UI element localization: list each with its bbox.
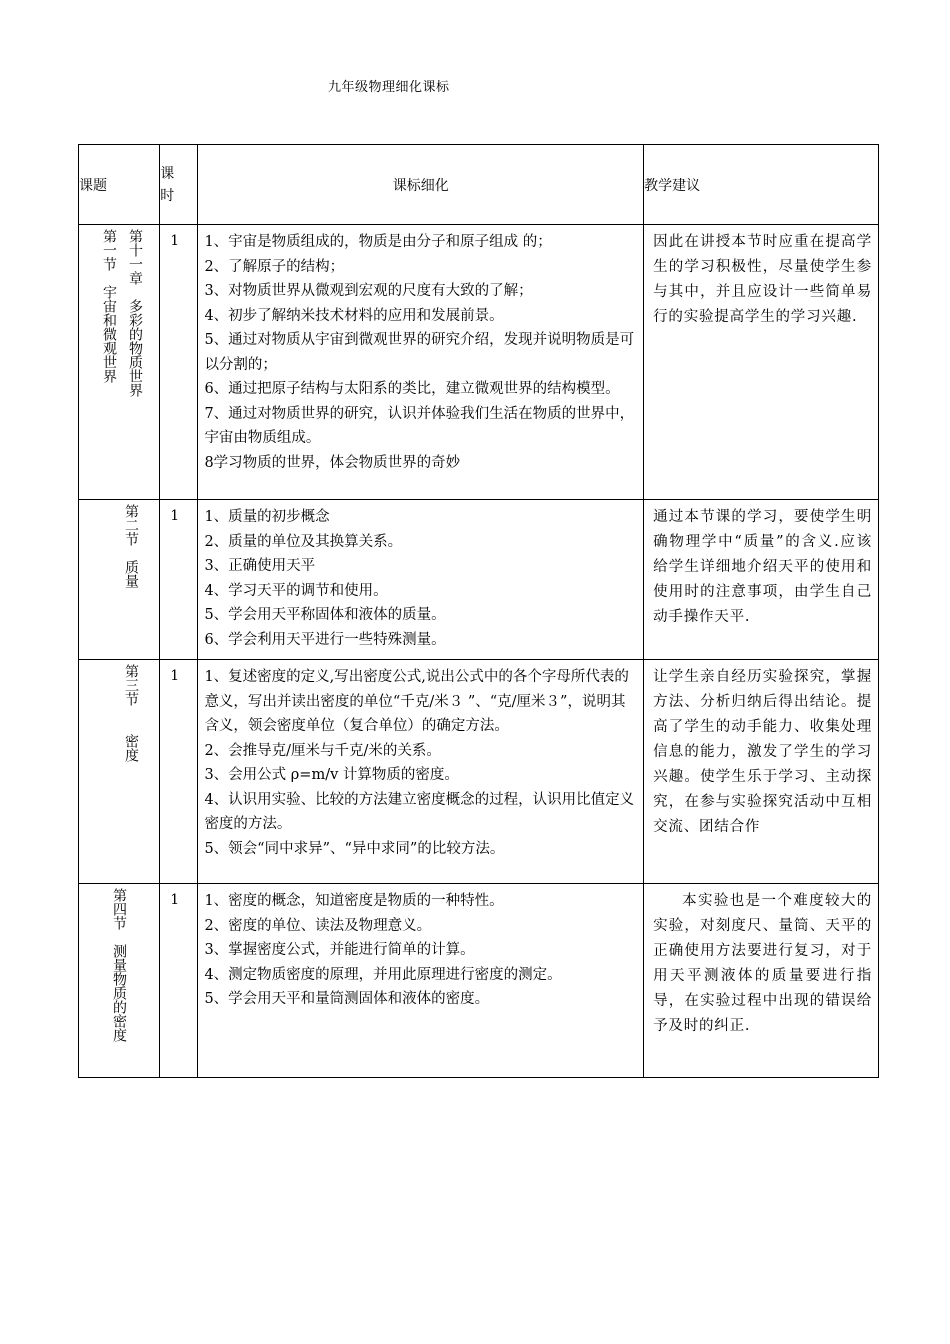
detail-item: 2、密度的单位、读法及物理意义。 bbox=[204, 917, 432, 934]
detail-item: 6、学会利用天平进行一些特殊测量。 bbox=[204, 631, 446, 648]
detail-cell bbox=[198, 884, 644, 1078]
section-title: 第二节 质量 bbox=[123, 504, 139, 588]
detail-item: 7、通过对物质世界的研究，认识并体验我们生活在物质的世界中，宇宙由物质组成。 bbox=[204, 405, 635, 446]
detail-cell bbox=[198, 660, 644, 884]
detail-item: 6、通过把原子结构与太阳系的类比，建立微观世界的结构模型。 bbox=[204, 381, 620, 397]
header-topic: 课题 bbox=[79, 145, 160, 225]
detail-item: 3、对物质世界从微观到宏观的尺度有大致的了解； bbox=[204, 283, 533, 299]
section-title: 第一节 宇宙和微观世界 bbox=[101, 229, 117, 383]
topic-cell bbox=[79, 225, 160, 500]
advice-cell: 因此在讲授本节时应重在提高学生的学习积极性，尽量使学生参与其中，并且应设计一些简单易行的实验提高学生的学习兴趣. bbox=[644, 225, 879, 500]
detail-item: 4、测定物质密度的原理，并用此原理进行密度的测定。 bbox=[204, 966, 562, 983]
header-hours bbox=[160, 145, 198, 225]
curriculum-table bbox=[78, 144, 879, 1078]
detail-item: 4、学习天平的调节和使用。 bbox=[204, 582, 388, 599]
detail-item: 3、正确使用天平 bbox=[204, 558, 316, 574]
detail-item: 5、学会用天平称固体和液体的质量。 bbox=[204, 607, 446, 623]
detail-item: 1、质量的初步概念 bbox=[204, 509, 330, 525]
page-title: 九年级物理细化课标 bbox=[328, 80, 450, 95]
header-hours-top: 课 bbox=[160, 165, 175, 182]
topic-cell bbox=[79, 500, 160, 660]
detail-item: 2、质量的单位及其换算关系。 bbox=[204, 533, 403, 550]
detail-cell bbox=[198, 225, 644, 500]
table-row bbox=[79, 884, 879, 1078]
hours-cell: 1 bbox=[160, 500, 198, 660]
header-hours-bottom: 时 bbox=[160, 187, 175, 204]
detail-cell bbox=[198, 500, 644, 660]
detail-item: 2、了解原子的结构； bbox=[204, 258, 345, 275]
detail-item: 5、领会“同中求异”、“异中求同”的比较方法。 bbox=[204, 840, 505, 857]
detail-item: 3、掌握密度公式，并能进行简单的计算。 bbox=[204, 942, 475, 958]
advice-cell: 本实验也是一个难度较大的实验，对刻度尺、量筒、天平的正确使用方法要进行复习，对于用天平测液体的质量要进行指导，在实验过程中出现的错误给予及时的纠正. bbox=[644, 884, 879, 1078]
detail-item: 1、复述密度的定义,写出密度公式,说出公式中的各个字母所代表的意义，写出并读出密度的单位“千克/米３ ”、“克/厘米３”，说明其含义，领会密度单位（复合单位）的确定方法。 bbox=[204, 669, 629, 734]
table-header-row bbox=[79, 145, 879, 225]
topic-cell bbox=[79, 660, 160, 884]
detail-item: 2、会推导克/厘米与千克/米的关系。 bbox=[204, 742, 441, 759]
chapter-title: 第十一章 多彩的物质世界 bbox=[127, 229, 143, 397]
detail-item: 4、初步了解纳米技术材料的应用和发展前景。 bbox=[204, 307, 504, 324]
section-title: 第四节 测量物质的密度 bbox=[111, 888, 127, 1042]
hours-cell: 1 bbox=[160, 660, 198, 884]
detail-item: 4、认识用实验、比较的方法建立密度概念的过程，认识用比值定义密度的方法。 bbox=[204, 791, 635, 832]
detail-item: 8学习物质的世界，体会物质世界的奇妙 bbox=[204, 454, 461, 471]
topic-cell bbox=[79, 884, 160, 1078]
header-advice: 教学建议 bbox=[644, 145, 879, 225]
detail-item: 3、会用公式 ρ=m/v 计算物质的密度。 bbox=[204, 767, 459, 783]
advice-cell: 让学生亲自经历实验探究，掌握方法、分析归纳后得出结论。提高了学生的动手能力、收集处理信息的能力，激发了学生的学习兴趣。使学生乐于学习、主动探究，在参与实验探究活动中互相交流、团结合作 bbox=[644, 660, 879, 884]
advice-cell: 通过本节课的学习，要使学生明确物理学中“质量”的含义.应该给学生详细地介绍天平的使用和使用时的注意事项，由学生自己动手操作天平. bbox=[644, 500, 879, 660]
table-row bbox=[79, 660, 879, 884]
detail-item: 5、学会用天平和量筒测固体和液体的密度。 bbox=[204, 991, 490, 1007]
detail-item: 5、通过对物质从宇宙到微观世界的研究介绍，发现并说明物质是可以分割的； bbox=[204, 332, 635, 373]
table-row bbox=[79, 500, 879, 660]
header-detail: 课标细化 bbox=[198, 145, 644, 225]
table-row bbox=[79, 225, 879, 500]
hours-cell: 1 bbox=[160, 225, 198, 500]
section-title: 第三节 密度 bbox=[123, 664, 139, 762]
hours-cell: 1 bbox=[160, 884, 198, 1078]
detail-item: 1、密度的概念，知道密度是物质的一种特性。 bbox=[204, 893, 504, 909]
detail-item: 1、宇宙是物质组成的，物质是由分子和原子组成 的； bbox=[204, 234, 552, 250]
